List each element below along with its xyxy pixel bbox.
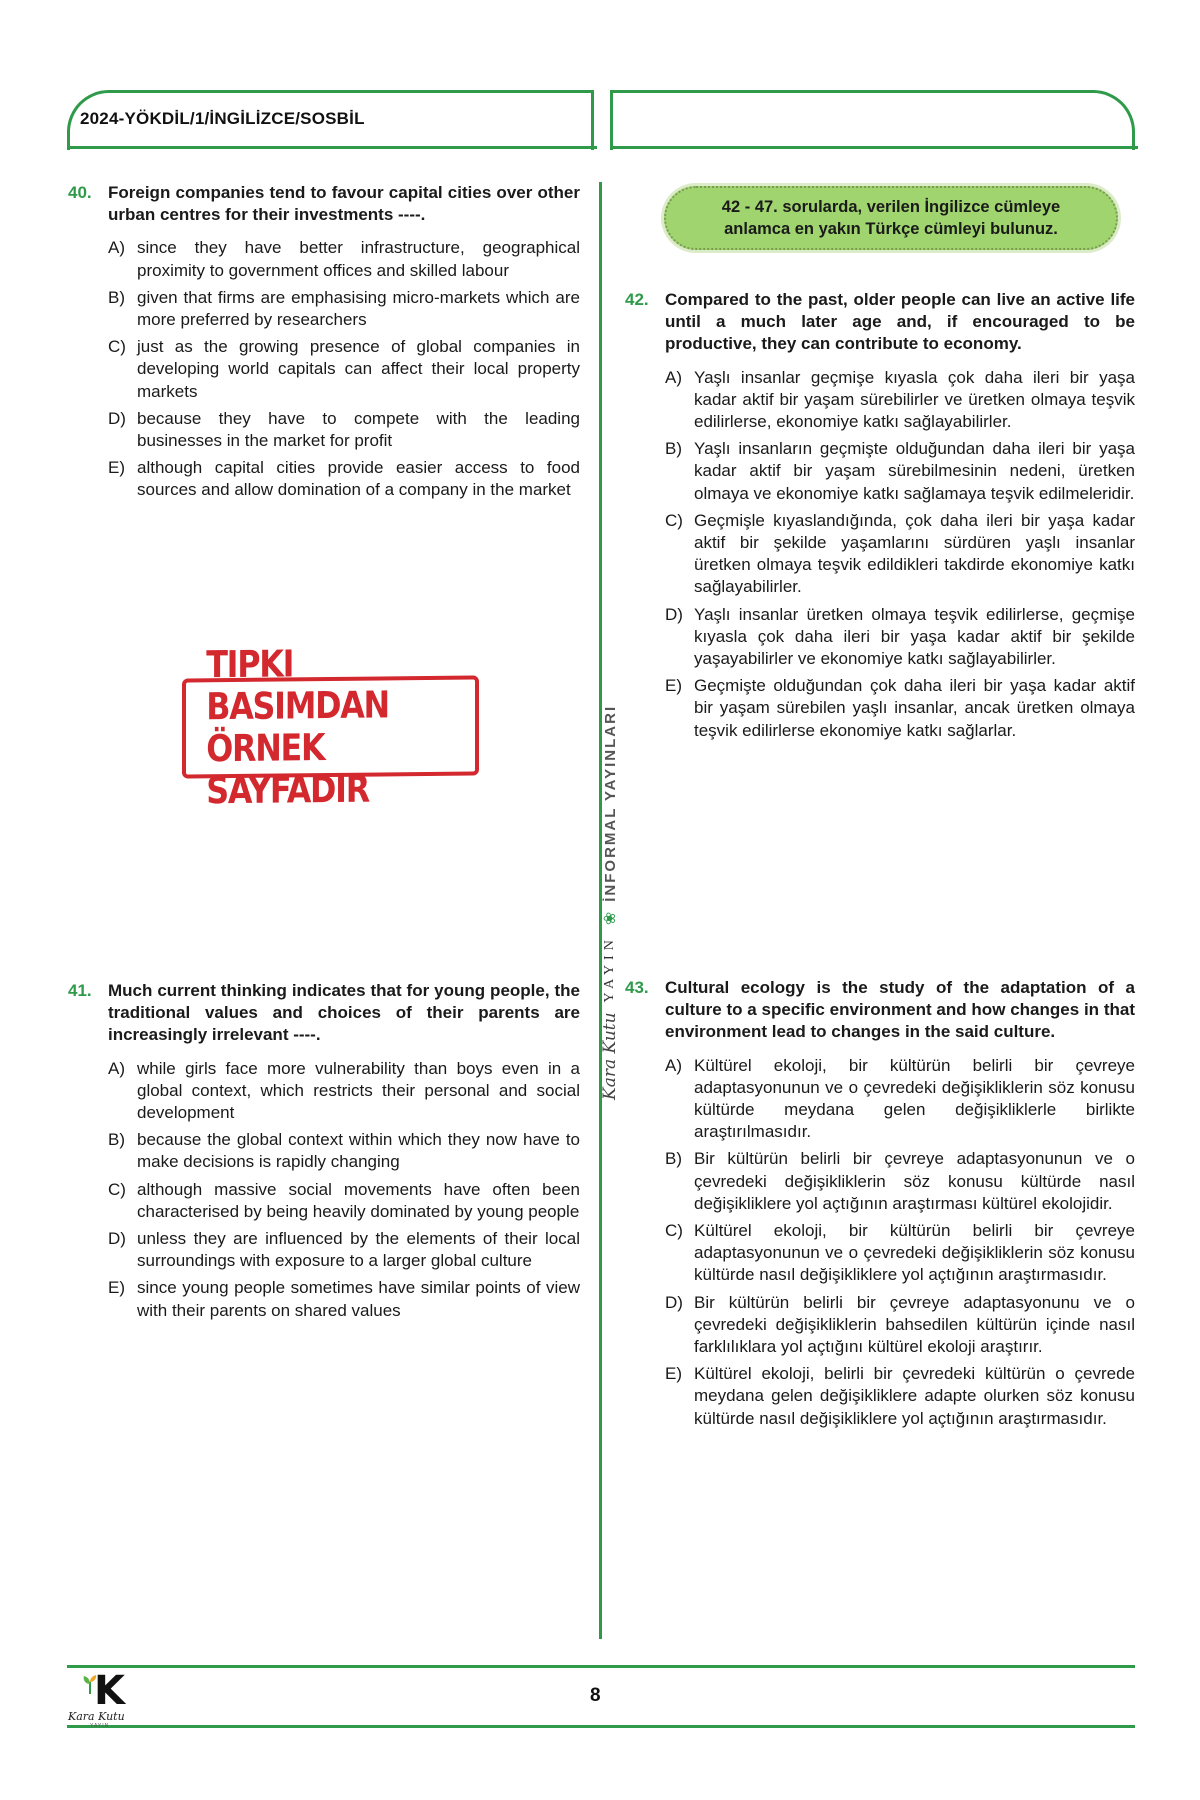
publisher-side-label: [600, 705, 620, 1100]
side-brand: Kara Kutu: [600, 1012, 620, 1100]
option-d[interactable]: D) unless they are influenced by the elements of their local surroundings with exposure to a larger global culture: [108, 1229, 580, 1271]
question-stem: Much current thinking indicates that for young people, the traditional values and choices of their parents are increasingly irrelevant ----.: [108, 981, 580, 1045]
side-yayin: YAYIN: [602, 935, 617, 1003]
instruction-banner: [664, 186, 1118, 250]
option-d[interactable]: D) Yaşlı insanlar üretken olmaya teşvik edilirlerse, geçmişe kıyasla çok daha ileri bir yaşa kadar aktif bir şekilde yaşayabilirler ve ekonomiye katkı sağlayabilirler.: [665, 604, 1135, 669]
options-list: [108, 1058, 580, 1322]
banner-line-1: 42 - 47. sorularda, verilen İngilizce cümleye: [721, 198, 1061, 216]
question-number: 43.: [625, 978, 649, 997]
option-b[interactable]: B) because the global context within which they now have to make decisions is rapidly changing: [108, 1130, 580, 1172]
option-c[interactable]: C) just as the growing presence of global companies in developing world capitals can affect their local property markets: [108, 337, 580, 401]
header-right-underline: [610, 146, 1138, 149]
question-stem: Compared to the past, older people can live an active life until a much later age and, if encouraged to be productive, they can contribute to economy.: [665, 290, 1135, 354]
publisher-logo: [68, 1668, 138, 1729]
side-publisher: İNFORMAL YAYINLARI: [601, 704, 619, 902]
footer-bottom-rule: [67, 1725, 1135, 1728]
question-stem: Cultural ecology is the study of the adaptation of a culture to a specific environment and how changes in that environment lead to changes in the said culture.: [665, 978, 1135, 1042]
options-list: [108, 237, 580, 501]
option-d[interactable]: D) because they have to compete with the leading businesses in the market for profit: [108, 408, 580, 451]
question-41: [68, 980, 580, 1327]
question-42: [625, 289, 1135, 747]
question-stem: Foreign companies tend to favour capital cities over other urban centres for their investments ----.: [108, 183, 580, 225]
option-c[interactable]: C) Geçmişle kıyaslandığında, çok daha ileri bir yaşa kadar aktif bir şekilde yaşamlarını sürdüren yaşlı insanlar üretken olmaya teşvik edildikleri takdirde ekonomiye katkı sağlayabilirler.: [665, 510, 1135, 597]
question-number: 42.: [625, 290, 649, 309]
footer-top-rule: [67, 1665, 1135, 1668]
option-c[interactable]: C) Kültürel ekoloji, bir kültürün belirli bir çevreye adaptasyonunun ve o çevredeki değişikliklerin söz konusu kültürde nasıl değişikliklere yol açtığının araştırmasıdır.: [665, 1221, 1135, 1285]
leaf-icon: ❀: [602, 911, 619, 926]
header-left-underline: [67, 146, 597, 149]
logo-sub: YAYIN: [90, 1723, 110, 1729]
options-list: [665, 367, 1135, 742]
option-a[interactable]: A) Yaşlı insanlar geçmişe kıyasla çok daha ileri bir yaşa kadar aktif bir yaşam sürebilirler ve üretken olmaya teşvik edilirlerse, ekonomiye katkı sağlayabilirler.: [665, 367, 1135, 432]
question-43: [625, 977, 1135, 1435]
option-d[interactable]: D) Bir kültürün belirli bir çevreye adaptasyonunu ve o çevredeki değişikliklerin bahsedilen kültürün içinde nasıl farklılıklara yol açtığını kültürel ekoloji araştırır.: [665, 1292, 1135, 1357]
option-e[interactable]: E) Geçmişte olduğundan çok daha ileri bir yaşa kadar aktif bir yaşam sürebilen yaşlı insanlar, ancak üretken olmaya teşvik edilirlerse ekonomiye katkı sağlarlar.: [665, 676, 1135, 740]
option-e[interactable]: E) although capital cities provide easier access to food sources and allow domination of a company in the market: [108, 458, 580, 500]
stamp-line-1: TIPKI BASIMDAN: [206, 642, 389, 729]
logo-k-icon: K: [94, 1668, 125, 1714]
sample-page-stamp: [182, 642, 479, 813]
option-e[interactable]: E) Kültürel ekoloji, belirli bir çevredeki kültürün o çevrede meydana gelen değişikliklere adapte olurken söz konusu kültürde nasıl değişikliklere yol açtığının araştırmasıdır.: [665, 1364, 1135, 1428]
options-list: [665, 1055, 1135, 1430]
option-e[interactable]: E) since young people sometimes have similar points of view with their parents on shared values: [108, 1278, 580, 1320]
page-number: 8: [590, 1685, 601, 1706]
option-c[interactable]: C) although massive social movements have often been characterised by being heavily dominated by young people: [108, 1179, 580, 1221]
question-number: 40.: [68, 183, 92, 202]
option-a[interactable]: A) Kültürel ekoloji, bir kültürün belirli bir çevreye adaptasyonunun ve o çevredeki değişikliklerin söz konusu kültürde meydana gelen değişikliklerle birlikte araştırılmasıdır.: [665, 1055, 1135, 1142]
exam-title: 2024-YÖKDİL/1/İNGİLİZCE/SOSBİL: [80, 109, 365, 128]
logo-text: Kara Kutu: [68, 1710, 125, 1723]
option-b[interactable]: B) Yaşlı insanların geçmişte olduğundan daha ileri bir yaşa kadar aktif bir yaşam sürebilmesinin nedeni, üretken olmaya ve ekonomiye katkı sağlamaya teşvik edilmeleridir.: [665, 439, 1135, 503]
stamp-line-2: ÖRNEK SAYFADIR: [206, 726, 369, 813]
header-right-frame: [610, 90, 1135, 150]
option-b[interactable]: B) Bir kültürün belirli bir çevreye adaptasyonunun ve o çevredeki değişikliklerin söz konusu kültürde nasıl değişikliklere yol açtığının araştırması kültürel ekolojidir.: [665, 1149, 1135, 1213]
option-a[interactable]: A) while girls face more vulnerability than boys even in a global context, which restricts their personal and social development: [108, 1058, 580, 1123]
banner-line-2: anlamca en yakın Türkçe cümleyi bulunuz.: [724, 220, 1058, 238]
question-40: [68, 182, 580, 507]
option-a[interactable]: A) since they have better infrastructure, geographical proximity to government offices and skilled labour: [108, 238, 580, 280]
question-number: 41.: [68, 981, 92, 1000]
option-b[interactable]: B) given that firms are emphasising micro-markets which are more preferred by researchers: [108, 287, 580, 330]
